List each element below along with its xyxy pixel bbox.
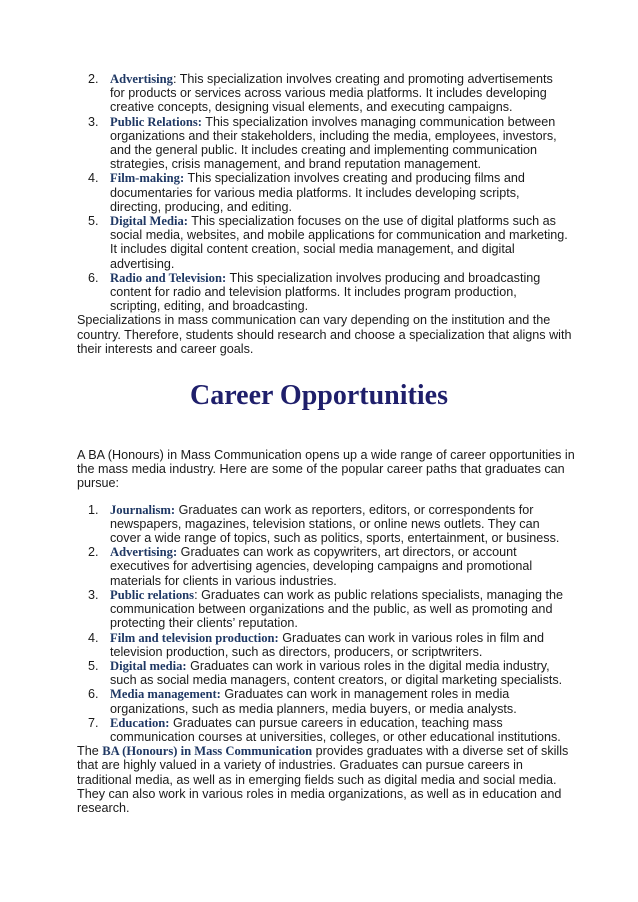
item-text: Graduates can pursue careers in education, teaching mass communication courses at universities, colleges, or other educational institutions. (110, 715, 561, 744)
list-item (88, 270, 568, 314)
list-item (88, 630, 568, 659)
item-term: Film-making: (110, 171, 185, 186)
item-text: Graduates can work as copywriters, art directors, or account executives for advertising agencies, developing campaigns and promotional materials for clients in various industries. (110, 545, 533, 588)
item-text: Graduates can work in management roles in media organizations, such as media planners, media buyers, or media analysts. (110, 687, 517, 716)
item-text: This specialization involves managing communication between organizations and their stakeholders, including the media, employees, investors, and the general public. It includes creating and implementing communication strategies, crisis management, and brand reputation management. (110, 114, 557, 172)
item-text: : This specialization involves creating and promoting advertisements for products or services across various media platforms. It includes developing creative concepts, designing visual elements, and executing campaigns. (110, 72, 553, 115)
item-term: Public relations (110, 587, 195, 602)
list-item (88, 114, 568, 172)
item-term: Public Relations: (110, 114, 203, 129)
item-text: : Graduates can work as public relations specialists, managing the communication between organizations and the public, as well as promoting and protecting their clients’ reputation. (110, 587, 564, 631)
item-term: Digital media: (110, 658, 187, 673)
item-number: 1. (88, 502, 99, 517)
conclusion-paragraph (77, 744, 580, 815)
item-number: 5. (88, 658, 99, 673)
item-term: Film and television production: (110, 630, 279, 645)
career-list (0, 503, 638, 744)
list-item (88, 502, 568, 546)
specializations-note: Specializations in mass communication can vary depending on the institution and the country. Therefore, students should research and choose a specialization that aligns with their interests and career goals. (77, 313, 572, 356)
item-number: 2. (88, 545, 99, 560)
item-term: Advertising: (110, 545, 178, 560)
conclusion-text: provides graduates with a diverse set of skills that are highly valued in a variety of industries. Graduates can pursue careers in traditional media, as well as in emerging fields such as digital media and social media. They can also work in various roles in media organizations, as well as in education and research. (77, 744, 569, 815)
item-term: Radio and Television: (110, 270, 227, 285)
list-item (88, 658, 568, 688)
list-item (88, 214, 568, 271)
item-number: 4. (88, 630, 99, 645)
section-heading: Career Opportunities (190, 380, 448, 412)
item-number: 6. (88, 687, 99, 702)
item-text: This specialization involves creating and producing films and documentaries for various media platforms. It includes developing scripts, directing, producing, and editing. (110, 171, 525, 214)
list-item (88, 587, 568, 631)
item-text: Graduates can work as reporters, editors, or correspondents for newspapers, magazines, television stations, or online news outlets. They can cover a wide range of topics, such as politics, sports, entertainment, or business. (110, 502, 560, 546)
conclusion-text: The (77, 744, 103, 759)
list-item (88, 171, 568, 214)
item-number: 2. (88, 72, 99, 86)
specializations-list (0, 72, 638, 313)
item-term: Media management: (110, 687, 221, 702)
item-number: 5. (88, 214, 99, 229)
item-number: 7. (88, 715, 99, 730)
item-term: Education: (110, 715, 170, 730)
item-text: Graduates can work in various roles in film and television production, such as directors, producers, or scriptwriters. (110, 630, 545, 659)
list-item (88, 715, 568, 744)
item-term: Digital Media: (110, 214, 188, 229)
list-item (88, 545, 568, 588)
item-number: 6. (88, 270, 99, 285)
item-number: 4. (88, 171, 99, 186)
list-item (88, 687, 568, 716)
item-text: This specialization focuses on the use of digital platforms such as social media, websites, and mobile applications for communication and marketing. It includes digital content creation, social media management, and digital advertising. (110, 214, 568, 271)
intro-paragraph: A BA (Honours) in Mass Communication opens up a wide range of career opportunities in the mass media industry. Here are some of the popular career paths that graduates can pursue: (77, 448, 575, 491)
item-term: Journalism: (110, 502, 176, 517)
list-item (88, 72, 568, 115)
item-text: This specialization involves producing and broadcasting content for radio and television platforms. It includes program production, scripting, editing, and broadcasting. (110, 270, 541, 314)
item-number: 3. (88, 587, 99, 602)
item-term: Advertising (110, 72, 173, 86)
conclusion-term: BA (Honours) in Mass Communication (102, 744, 313, 759)
item-text: Graduates can work in various roles in the digital media industry, such as social media managers, content creators, or digital marketing specialists. (110, 658, 563, 688)
item-number: 3. (88, 114, 99, 129)
